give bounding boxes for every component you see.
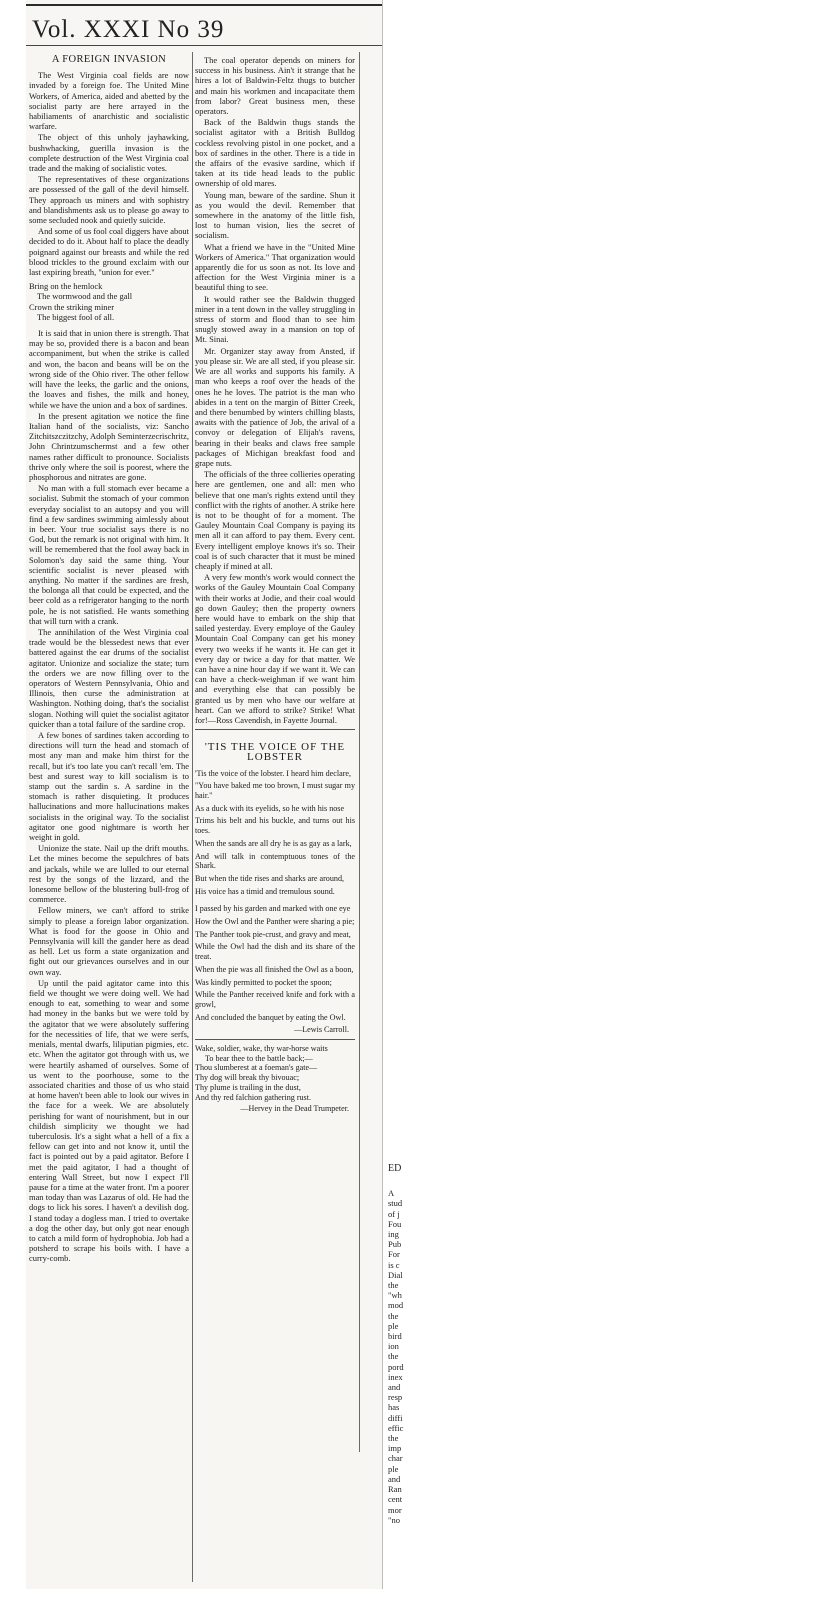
article-paragraph: It is said that in union there is strength. That may be so, provided there is a bacon and bean accompaniment, but when the strike is called and won, the bacon and beans will be on the wrong side of the Ohio river. The other fellow will have the leeks, the garlic and the onions, the loaves and fishes, the milk and honey, while we have the union and a box of sardines. (29, 328, 189, 410)
verse-line: The biggest fool of all. (37, 311, 115, 322)
poem-line: And will talk in contemptuous tones of the Shark. (195, 851, 355, 871)
fragment: the (388, 1280, 399, 1291)
poem-line: When the sands are all dry he is as gay as a lark, (195, 838, 352, 848)
poem-line: While the Owl had the dish and its share of the treat. (195, 942, 355, 962)
article-paragraph: The annihilation of the West Virginia coal trade would be the blessedest news that ever battered against the ear drums of the socialist agitator. Unionize and socialize the state; turn the orders we are now filling over to the operators of Western Pennsylvania, Ohio and Illinois, then curse the administration at Washington. Nothing doing, that's the socialist slogan. Nothing will quiet the socialist agitator quicker than a total failure of the sardine crop. (29, 626, 189, 729)
poem-line: And thy red falchion gathering rust. (195, 1092, 311, 1102)
article-paragraph: In the present agitation we notice the fine Italian hand of the socialists, viz: Sancho Zitchitszczitzchy, Adolph Seminterzecrischritz, John Chrintzumschermst and a few other names rather difficult to pronounce. Socialists thrive only where the soil is poorest, where the phosphorous and nitrates are gone. (29, 410, 189, 482)
fragment: of j (388, 1208, 400, 1219)
article-paragraph: Up until the paid agitator came into this field we thought we were doing well. We had enough to eat, something to wear and some had money in the banks but we were told by the agitator that we were absolutely suffering for the necessities of life, that we were serfs, menials, mental dwarfs, liliputian pigmies, etc. etc. When the agitator got through with us, we were heartily ashamed of ourselves. Some of us went to the poorhouse, some to the associated charities and those of us who staid at home haven't been able to look our wives in the face for a week. We are absolutely perishing for want of nourishment, but in our childish simplicity we thought we had tuberculosis. It's a sight what a hell of a fix a fellow can get into and not know it, until the fact is pointed out by a paid agitator. Before I met the paid agitator, I had a thought of entering Wall Street, but now I expect I'll pause for a time at the water front. I'm a poorer man today than was Lazarus of old. He had the dogs to lick his sores. I haven't a devilish dog. I stand today a dogless man. I tried to overtake a dog the other day, but only got near enough to catch a mild form of hydrophobia. Job had a potsherd to scrape his boils with. I have a curry-comb. (29, 977, 189, 1264)
fragment: A (388, 1188, 395, 1199)
article-paragraph: The West Virginia coal fields are now invaded by a foreign foe. The United Mine Workers, of America, aided and abetted by the socialist party are here arrayed in the habiliaments of anarchistic and socialistic warfare. (29, 70, 189, 132)
article-paragraph: The representatives of these organizations are possessed of the gall of the devil himself. They approach us miners and with sophistry and blandishments ask us to please go away to some secluded nook and quietly suicide. (29, 174, 189, 226)
fragment: resp (388, 1392, 403, 1403)
poem-line: Trims his belt and his buckle, and turns out his toes. (195, 816, 355, 836)
column-divider (359, 52, 360, 1452)
column-divider (192, 52, 193, 1582)
masthead-rule (26, 45, 382, 46)
poem-line: His voice has a timid and tremulous sound. (195, 886, 335, 896)
poem-line: Thou slumberest at a foeman's gate— (195, 1063, 318, 1073)
poem-line: Was kindly permitted to pocket the spoon; (195, 977, 332, 987)
fragment: Pub (388, 1239, 402, 1250)
fragment: "no (388, 1514, 400, 1525)
article-paragraph: No man with a full stomach ever became a socialist. Submit the stomach of your common everyday socialist to an autopsy and you will find a few sardines swimming aimlessly about in beer. Your true socialist says there is no God, but the remark is not original with him. It will be remembered that the fool away back in Solomon's day said the same thing. Your scientific socialist is never pleased with anything. No matter if the sardines are fresh, the bolonga all that could be expected, and the beer cold as a refrigerator hanging to the north pole, he is not satisfied. He wants something that will turn with a crank. (29, 483, 189, 626)
fragment: For (388, 1249, 400, 1260)
section-rule (195, 1039, 355, 1040)
fragment: Fou (388, 1218, 402, 1229)
top-rule (26, 4, 382, 6)
fragment: char (388, 1453, 403, 1464)
article-paragraph: What a friend we have in the "United Mine Workers of America." That organization would apparently die for us soon as not. Its love and affection for the West Virginia miner is a beautiful thing to see. (195, 241, 355, 293)
article-paragraph: Unionize the state. Nail up the drift mouths. Let the mines become the sepulchres of bats and jackals, while we are lulled to our eternal rest by the songs of the lizzard, and the lonesome bellow of the blustering bull-frog of commerce. (29, 843, 189, 905)
poem-line: The Panther took pie-crust, and gravy and meat, (195, 929, 351, 939)
article-paragraph: The officials of the three collieries operating here are gentlemen, one and all: men who believe that one man's rights extend until they conflict with the rights of another. A strike here is not to be thought of for a moment. The Gauley Mountain Coal Company is paying its men all it can afford to pay them. Every cent. Every intelligent employe knows it's so. Their coal is of such character that it must be mined cheaply if mined at all. (195, 469, 355, 571)
article-paragraph: And some of us fool coal diggers have about decided to do it. About half to place the deadly poignard against our breasts and while the red blood trickles to the ground exclaim with our last expiring breath, "union for ever." (29, 226, 189, 278)
verse-line: Crown the striking miner (29, 301, 115, 312)
fragment: the (388, 1310, 399, 1321)
fragment: ple (388, 1320, 399, 1331)
fragment: Ran (388, 1484, 402, 1495)
newspaper-page (26, 0, 404, 1589)
section-rule (195, 729, 355, 730)
adjacent-column-fragment (386, 0, 404, 1589)
fragment: pord (388, 1361, 404, 1372)
fragment: ED (388, 1163, 402, 1174)
article-paragraph: The object of this unholy jayhawking, bushwhacking, guerilla invasion is the complete destruction of the West Virginia coal trade and the making of socialistic votes. (29, 132, 189, 174)
article-paragraph: The coal operator depends on miners for success in his business. Ain't it strange that he hires a lot of Baldwin-Feltz thugs to butcher and main his workmen and incapacitate them from labor? Great business men, these operators. (195, 55, 355, 117)
verse-line: Bring on the hemlock (29, 281, 103, 292)
poem-line: Thy plume is trailing in the dust, (195, 1082, 301, 1092)
fragment: bird (388, 1331, 402, 1342)
fragment: ion (388, 1341, 399, 1352)
article-paragraph: A few bones of sardines taken according to directions will turn the head and stomach of most any man and make him thirst for the recall, but it's too late you can't recall 'em. The best and surest way to kill socialism is to stamp out the sardin s. A sardine in the stomach is rather disquieting. It produces hallucinations and more hallucinations makes socialists in the original way. To the socialist agitator one good nightmare is worth her weight in gold. (29, 730, 189, 843)
fragment: ple (388, 1463, 399, 1474)
article-paragraph: A very few month's work would connect the works of the Gauley Mountain Coal Company with their works at Jodie, and their coal would go down Gauley; then the property owners here would have to embark on the ship that sailed yesterday. Every employe of the Gauley Mountain Coal Company can get his money every two weeks if he wants it. He can get it every day or twice a day for that matter. We can have a nine hour day if we want it. We can can have a check-weighman if we want him and everything else that can possibly be granted us by men who have our welfare at heart. Can we afford to strike? Strike! What for!—Ross Cavendish, in Fayette Journal. (195, 572, 355, 725)
verse (29, 281, 189, 322)
poem-line: Wake, soldier, wake, thy war-horse waits (195, 1044, 328, 1054)
poem-line: How the Owl and the Panther were sharing a pie; (195, 917, 355, 927)
poem-line: 'Tis the voice of the lobster. I heard him declare, (195, 768, 352, 778)
fragment: inex (388, 1371, 403, 1382)
poem-line: But when the tide rises and sharks are around, (195, 873, 345, 883)
poem-author: —Lewis Carroll. (294, 1025, 349, 1035)
article-column-2 (195, 55, 355, 1585)
poem-line: While the Panther received knife and fork with a growl, (195, 990, 355, 1009)
article-paragraph: Fellow miners, we can't afford to strike simply to please a foreign labor organization. What is food for the goose in Ohio and Pennsylvania will kill the gander here as dead as hell. Let us form a state organization and fight out our grievances ourselves and in our own way. (29, 905, 189, 977)
article-paragraph: Young man, beware of the sardine. Shun it as you would the devil. Remember that somewhere in the anatomy of the little fish, lost to human vision, lies the secret of socialism. (195, 189, 355, 241)
fragment: Dial (388, 1269, 403, 1280)
poem-line: "You have baked me too brown, I must sugar my hair." (195, 781, 355, 801)
article-paragraph: Back of the Baldwin thugs stands the socialist agitator with a British Bulldog cockless revolving pistol in one pocket, and a box of sardines in the other. There is a tide in the affairs of the evasive sardine, which if taken at its tide head leads to the public ownership of old mares. (195, 117, 355, 189)
poem-line: I passed by his garden and marked with one eye (195, 904, 351, 914)
fragment: the (388, 1433, 399, 1444)
fragment: "wh (388, 1290, 402, 1301)
poem-line: And concluded the banquet by eating the Owl. (195, 1012, 346, 1022)
fragment: mod (388, 1300, 404, 1311)
fragment: effic (388, 1422, 404, 1433)
fragment: has (388, 1402, 400, 1413)
poem-line: Thy dog will break thy bivouac; (195, 1073, 300, 1083)
poem-line: As a duck with its eyelids, so he with his nose (195, 803, 345, 813)
poem-lobster (195, 769, 355, 1035)
article-paragraph: It would rather see the Baldwin thugged miner in a tent down in the valley struggling in stress of storm and flood than to see him snugly stowed away in a mansion on top of Mt. Sinai. (195, 293, 355, 345)
article-paragraph: Mr. Organizer stay away from Ansted, if you please sir. We are all sted, if you please sir. We are all works and supports his family. A man who keeps a roof over the heads of the ones he he loves. The patriot is the man who abides in a tent on the margin of Bitter Creek, and there benumbed by winters chilling blasts, awaits with the patience of Job, the arival of a convoy or delegation of Elijah's ravens, bearing in their beaks and claws free sample packages of Michigan breakfast food and grape nuts. (195, 345, 355, 468)
poem-trumpeter (195, 1044, 355, 1114)
verse-line: The wormwood and the gall (37, 291, 133, 302)
fragment: ing (388, 1229, 399, 1240)
article-title: A FOREIGN INVASION (51, 54, 167, 65)
fragment: imp (388, 1443, 402, 1454)
right-fragments (388, 1164, 404, 1525)
article-column-1 (29, 55, 189, 1585)
masthead-volume: Vol. XXXI No 39 (32, 16, 225, 43)
fragment: is c (388, 1259, 400, 1270)
fragment: and (388, 1473, 401, 1484)
fragment: mor (388, 1504, 402, 1515)
poem-title: 'TIS THE VOICE OF THE LOBSTER (204, 741, 346, 764)
fragment: stud (388, 1198, 403, 1209)
fragment: the (388, 1351, 399, 1362)
fragment: diffi (388, 1412, 403, 1423)
fragment: and (388, 1382, 401, 1393)
poem-line: When the pie was all finished the Owl as a boon, (195, 964, 354, 974)
poem-line: To bear thee to the battle back;— (205, 1053, 313, 1063)
poem-author: —Hervey in the Dead Trumpeter. (240, 1104, 349, 1114)
fragment: cent (388, 1494, 403, 1505)
